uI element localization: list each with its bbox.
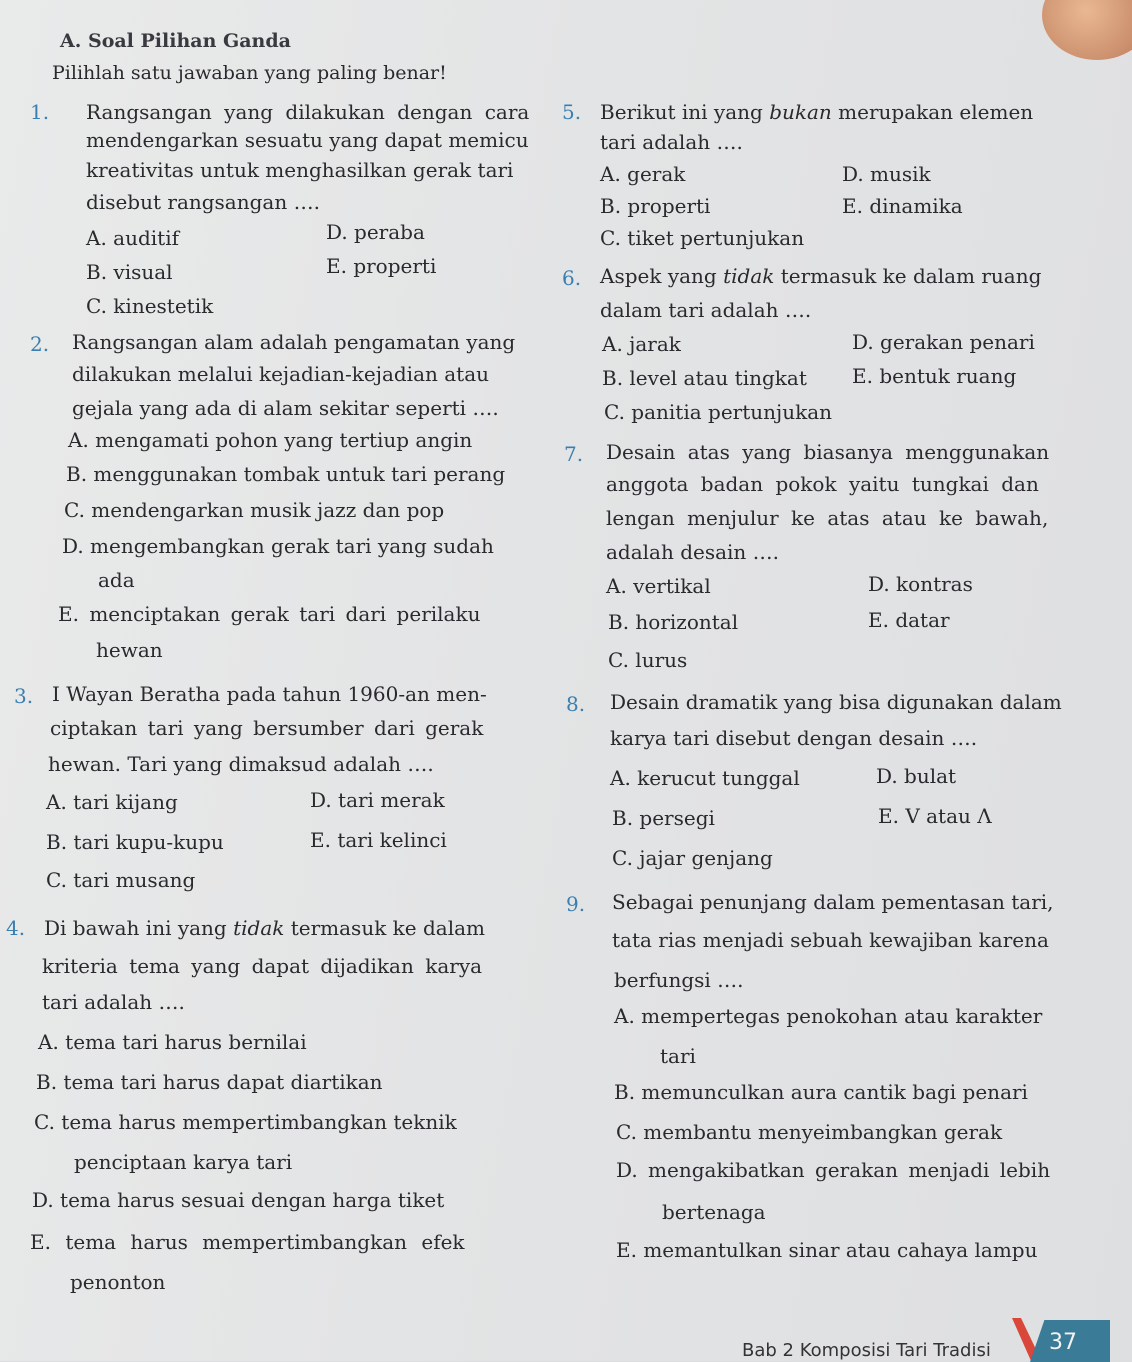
answer-option: A. auditif (86, 226, 179, 250)
question-text: berfungsi …. (614, 968, 744, 992)
question-text: kreativitas untuk menghasilkan gerak tari (86, 158, 514, 182)
answer-option: C. membantu menyeimbangkan gerak (616, 1120, 1003, 1144)
answer-option: D. mengakibatkan gerakan menjadi lebih (616, 1158, 1051, 1182)
question-text: tata rias menjadi sebuah kewajiban karena (612, 928, 1049, 952)
question-number: 9. (566, 892, 586, 916)
answer-option: A. kerucut tunggal (610, 766, 800, 790)
question-text: anggota badan pokok yaitu tungkai dan (606, 472, 1039, 496)
answer-option: A. vertikal (606, 574, 711, 598)
question-text: karya tari disebut dengan desain …. (610, 726, 978, 750)
finger-photo (1042, 0, 1132, 60)
answer-option: A. mempertegas penokohan atau karakter (614, 1004, 1043, 1028)
question-text: disebut rangsangan …. (86, 190, 320, 214)
answer-option: penciptaan karya tari (74, 1150, 293, 1174)
answer-option: B. tema tari harus dapat diartikan (36, 1070, 383, 1094)
question-number: 3. (14, 684, 34, 708)
answer-option: E. memantulkan sinar atau cahaya lampu (616, 1238, 1038, 1262)
answer-option: E. bentuk ruang (852, 364, 1017, 388)
answer-option: A. tari kijang (46, 790, 178, 814)
answer-option: penonton (70, 1270, 166, 1294)
answer-option: A. gerak (600, 162, 686, 186)
question-number: 4. (6, 916, 26, 940)
question-text: Rangsangan alam adalah pengamatan yang (72, 330, 516, 354)
question-text: tari adalah …. (600, 130, 743, 154)
answer-option: C. lurus (608, 648, 688, 672)
answer-option: A. mengamati pohon yang tertiup angin (68, 428, 473, 452)
question-text: gejala yang ada di alam sekitar seperti …. (72, 396, 499, 420)
answer-option: B. level atau tingkat (602, 366, 807, 390)
answer-option: C. tema harus mempertimbangkan teknik (34, 1110, 457, 1134)
answer-option: C. jajar genjang (612, 846, 773, 870)
answer-option: C. mendengarkan musik jazz dan pop (64, 498, 445, 522)
answer-option: E. properti (326, 254, 437, 278)
question-text: Desain dramatik yang bisa digunakan dalam (610, 690, 1062, 714)
question-number: 2. (30, 332, 50, 356)
answer-option: D. musik (842, 162, 931, 186)
answer-option: D. tema harus sesuai dengan harga tiket (32, 1188, 445, 1212)
answer-option: D. tari merak (310, 788, 445, 812)
answer-option: E. V atau Λ (878, 804, 992, 828)
question-text: hewan. Tari yang dimaksud adalah …. (48, 752, 434, 776)
question-number: 6. (562, 266, 582, 290)
question-number: 5. (562, 100, 582, 124)
answer-option: B. horizontal (608, 610, 739, 634)
page-number: 37 (1049, 1330, 1077, 1355)
question-text: Berikut ini yang bukan merupakan elemen (600, 100, 1034, 124)
question-text: adalah desain …. (606, 540, 780, 564)
answer-option: tari (660, 1044, 696, 1068)
section-title: A. Soal Pilihan Ganda (60, 30, 291, 52)
answer-option: D. gerakan penari (852, 330, 1035, 354)
answer-option: D. peraba (326, 220, 425, 244)
question-text: dilakukan melalui kejadian-kejadian atau (72, 362, 490, 386)
answer-option: E. tari kelinci (310, 828, 447, 852)
question-number: 8. (566, 692, 586, 716)
answer-option: hewan (96, 638, 163, 662)
answer-option: bertenaga (662, 1200, 766, 1224)
answer-option: B. menggunakan tombak untuk tari perang (66, 462, 506, 486)
answer-option: B. visual (86, 260, 173, 284)
question-text: dalam tari adalah …. (600, 298, 812, 322)
answer-option: A. tema tari harus bernilai (38, 1030, 307, 1054)
question-text: Desain atas yang biasanya menggunakan (606, 440, 1050, 464)
answer-option: B. properti (600, 194, 711, 218)
question-text: I Wayan Beratha pada tahun 1960-an men- (52, 682, 487, 706)
question-text: ciptakan tari yang bersumber dari gerak (50, 716, 484, 740)
answer-option: C. tari musang (46, 868, 196, 892)
question-text: mendengarkan sesuatu yang dapat memicu (86, 128, 529, 152)
answer-option: E. datar (868, 608, 950, 632)
answer-option: D. bulat (876, 764, 957, 788)
question-text: tari adalah …. (42, 990, 185, 1014)
answer-option: C. panitia pertunjukan (604, 400, 833, 424)
question-text: Sebagai penunjang dalam pementasan tari, (612, 890, 1054, 914)
question-number: 1. (30, 100, 50, 124)
answer-option: E. menciptakan gerak tari dari perilaku (58, 602, 481, 626)
answer-option: C. tiket pertunjukan (600, 226, 805, 250)
question-text: lengan menjulur ke atas atau ke bawah, (606, 506, 1049, 530)
chapter-footer: Bab 2 Komposisi Tari Tradisi (742, 1340, 991, 1361)
answer-option: D. kontras (868, 572, 973, 596)
answer-option: E. dinamika (842, 194, 963, 218)
question-text: Aspek yang tidak termasuk ke dalam ruang (600, 264, 1042, 288)
question-text: kriteria tema yang dapat dijadikan karya (42, 954, 483, 978)
question-number: 7. (564, 442, 584, 466)
instruction: Pilihlah satu jawaban yang paling benar! (52, 62, 447, 84)
answer-option: ada (98, 568, 135, 592)
question-text: Rangsangan yang dilakukan dengan cara (86, 100, 530, 124)
answer-option: C. kinestetik (86, 294, 214, 318)
answer-option: D. mengembangkan gerak tari yang sudah (62, 534, 494, 558)
question-text: Di bawah ini yang tidak termasuk ke dalam (44, 916, 485, 940)
answer-option: E. tema harus mempertimbangkan efek (30, 1230, 465, 1254)
answer-option: B. persegi (612, 806, 715, 830)
answer-option: A. jarak (602, 332, 681, 356)
answer-option: B. tari kupu-kupu (46, 830, 224, 854)
answer-option: B. memunculkan aura cantik bagi penari (614, 1080, 1028, 1104)
